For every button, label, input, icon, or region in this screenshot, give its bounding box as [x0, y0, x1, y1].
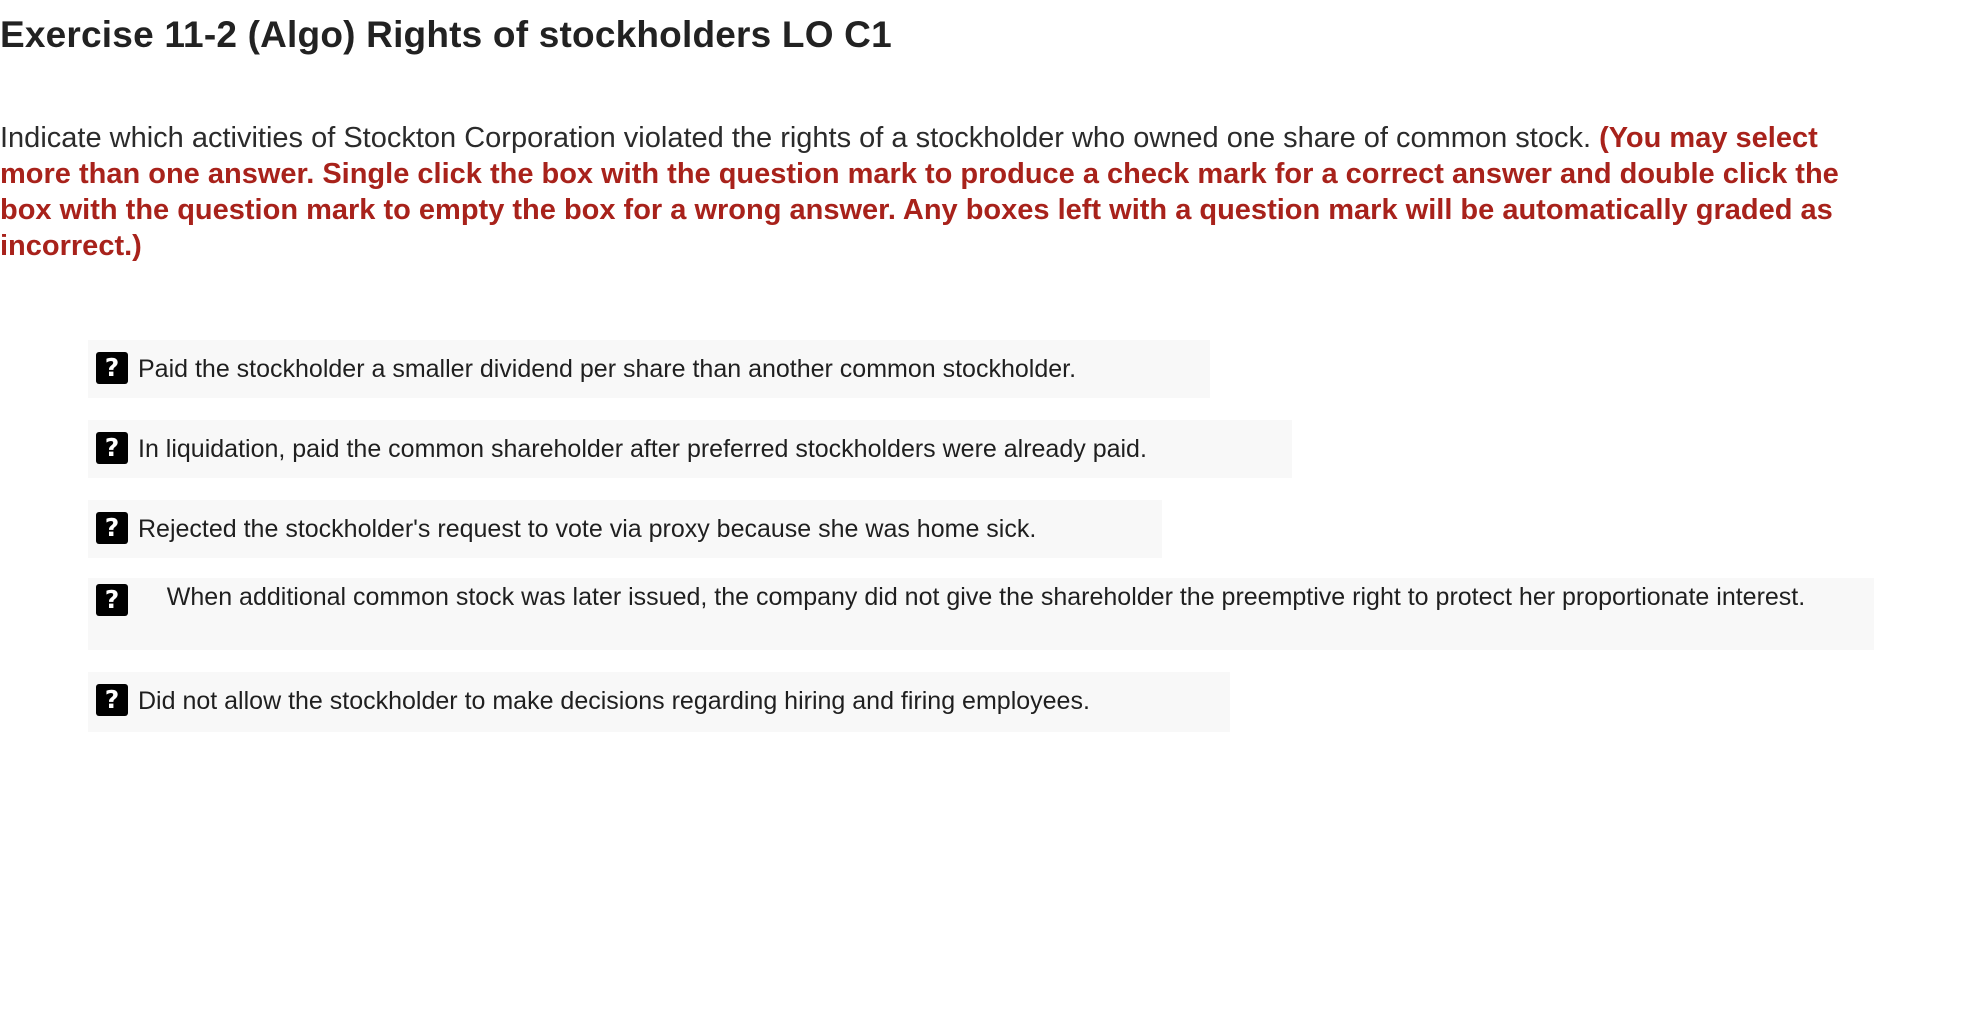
choice-item — [88, 420, 1292, 478]
question-mark-checkbox[interactable]: ? — [96, 684, 128, 716]
question-mark-checkbox[interactable]: ? — [96, 352, 128, 384]
instruction-text: Indicate which activities of Stockton Corporation violated the rights of a stockholder who owned one share of common stock. — [0, 122, 1592, 154]
choice-item — [88, 500, 1162, 558]
instructions — [0, 120, 1880, 264]
question-mark-checkbox[interactable]: ? — [96, 584, 128, 616]
choice-item — [88, 578, 1874, 650]
question-mark-checkbox[interactable]: ? — [96, 512, 128, 544]
instruction-note: (You may select more than one answer. Single click the box with the question mark to produce a check mark for a correct answer and double click the box with the question mark to empty the box for a wrong answer. Any boxes left with a question mark will be automatically graded as incorrect.) — [0, 122, 1839, 262]
choice-item — [88, 340, 1210, 398]
choice-label: Rejected the stockholder's request to vote via proxy because she was home sick. — [138, 515, 1037, 543]
choice-label: Did not allow the stockholder to make decisions regarding hiring and firing employees. — [138, 687, 1090, 715]
page-title: Exercise 11-2 (Algo) Rights of stockholders LO C1 — [0, 14, 892, 55]
choice-item — [88, 672, 1230, 732]
choice-label: When additional common stock was later issued, the company did not give the shareholder the preemptive right to protect her proportionate interest. — [166, 583, 1806, 611]
choice-label: Paid the stockholder a smaller dividend per share than another common stockholder. — [138, 355, 1077, 383]
choice-label: In liquidation, paid the common shareholder after preferred stockholders were already paid. — [138, 435, 1147, 463]
question-mark-checkbox[interactable]: ? — [96, 432, 128, 464]
